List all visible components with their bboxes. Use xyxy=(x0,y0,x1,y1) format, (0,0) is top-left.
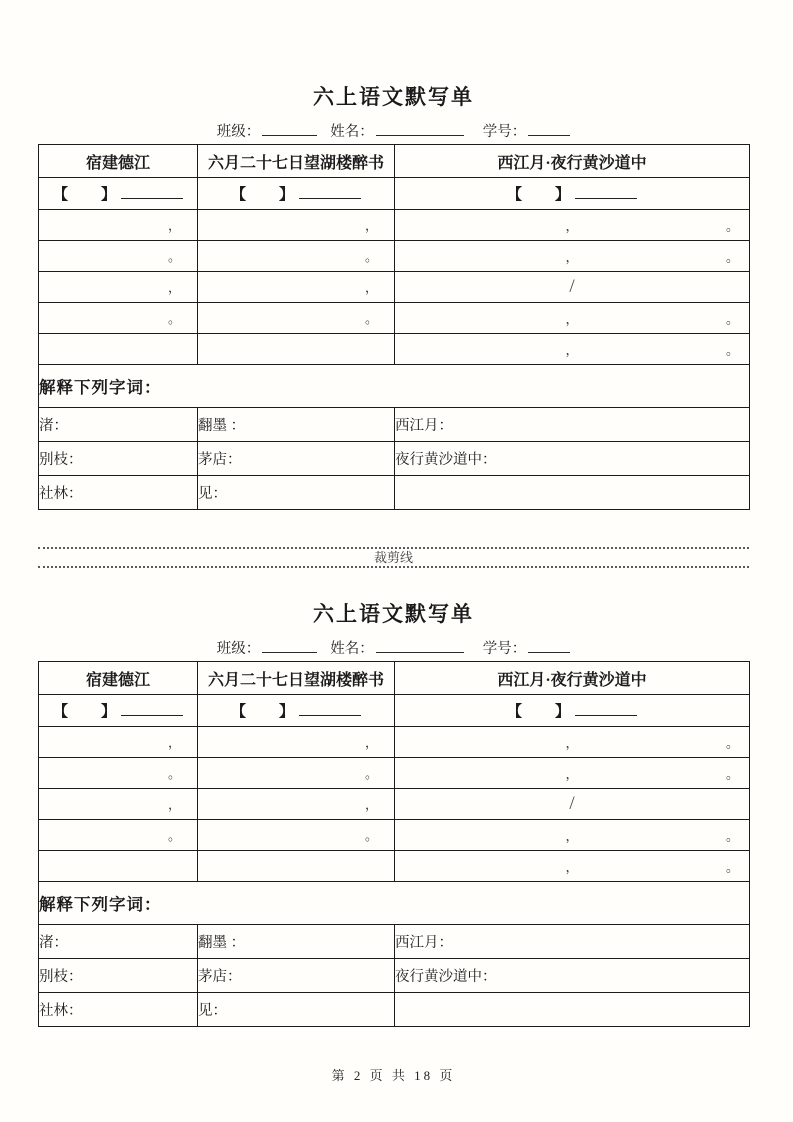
punctuation-mark: 。 xyxy=(725,859,739,875)
worksheet-section-2 xyxy=(38,601,749,1027)
name-label: 姓名： xyxy=(330,124,374,140)
author-row xyxy=(39,695,750,727)
dictation-row xyxy=(39,272,750,303)
author-cell xyxy=(395,695,750,727)
dictation-row xyxy=(39,727,750,758)
name-label: 姓名： xyxy=(330,641,374,657)
dictation-blank-cell xyxy=(198,272,395,303)
explain-cell: 社林： xyxy=(39,476,198,510)
page-number: 第 2 页 共 18 页 xyxy=(331,1068,456,1083)
explain-title-row xyxy=(39,365,750,408)
name-blank xyxy=(376,121,464,136)
explain-cell: 别枝： xyxy=(39,442,198,476)
student-id-blank xyxy=(528,638,570,653)
dictation-blank-cell xyxy=(198,210,395,241)
dictation-blank-cell xyxy=(39,851,198,882)
punctuation-mark: 。 xyxy=(167,249,181,264)
poem-title-xi-jiang-yue: 西江月·夜行黄沙道中 xyxy=(395,662,750,695)
explain-cell: 见： xyxy=(198,993,395,1027)
explain-row xyxy=(39,925,750,959)
explain-cell: 茅店： xyxy=(198,442,395,476)
dictation-blank-cell xyxy=(198,334,395,365)
dictation-blank-cell xyxy=(198,851,395,882)
author-blank xyxy=(575,185,637,199)
punctuation-mark: 。 xyxy=(725,249,739,265)
punctuation-mark: ， xyxy=(167,218,181,233)
punctuation-mark: ， xyxy=(565,342,579,358)
punctuation-mark: ， xyxy=(364,218,378,233)
author-cell xyxy=(198,695,395,727)
explain-title: 解释下列字词： xyxy=(39,365,750,408)
punctuation-mark: ， xyxy=(565,859,579,875)
dictation-row xyxy=(39,334,750,365)
dictation-blank-cell xyxy=(395,303,750,334)
author-cell xyxy=(395,178,750,210)
worksheet-title: 六上语文默写单 xyxy=(313,602,474,626)
punctuation-mark: ， xyxy=(565,828,579,844)
worksheet-section-1 xyxy=(38,84,749,510)
explain-cell: 见： xyxy=(198,476,395,510)
cut-line-label: 裁剪线 xyxy=(373,550,413,565)
author-cell xyxy=(39,178,198,210)
dictation-blank-cell xyxy=(395,758,750,789)
punctuation-mark: ， xyxy=(364,735,378,750)
punctuation-mark: 。 xyxy=(725,342,739,358)
dictation-blank-cell xyxy=(198,241,395,272)
punctuation-mark: ， xyxy=(565,311,579,327)
explain-row xyxy=(39,442,750,476)
dictation-row xyxy=(39,210,750,241)
dictation-row xyxy=(39,758,750,789)
dictation-table xyxy=(38,661,750,1027)
explain-cell xyxy=(395,476,750,510)
dictation-blank-cell xyxy=(198,303,395,334)
punctuation-mark: 。 xyxy=(167,766,181,781)
dictation-blank-cell xyxy=(39,272,198,303)
student-id-blank xyxy=(528,121,570,136)
explain-row xyxy=(39,959,750,993)
author-brackets: 【 】 xyxy=(506,187,579,203)
dictation-blank-cell xyxy=(395,241,750,272)
poem-title-wang-hu-lou-zui-shu: 六月二十七日望湖楼醉书 xyxy=(198,662,395,695)
author-cell xyxy=(198,178,395,210)
cut-dotted-line-bottom xyxy=(38,566,749,568)
student-info-line xyxy=(38,120,749,141)
explain-cell: 茅店： xyxy=(198,959,395,993)
punctuation-mark: ， xyxy=(364,797,378,812)
worksheet-title: 六上语文默写单 xyxy=(313,85,474,109)
author-brackets: 【 】 xyxy=(230,187,303,203)
author-brackets: 【 】 xyxy=(52,704,125,720)
class-label: 班级： xyxy=(216,124,261,140)
author-brackets: 【 】 xyxy=(506,704,579,720)
explain-cell: 翻墨 ： xyxy=(198,925,395,959)
punctuation-mark: 。 xyxy=(364,766,378,781)
punctuation-mark: 。 xyxy=(167,311,181,326)
author-row xyxy=(39,178,750,210)
author-brackets: 【 】 xyxy=(52,187,125,203)
dictation-blank-cell xyxy=(39,210,198,241)
explain-row xyxy=(39,408,750,442)
dictation-blank-cell xyxy=(395,820,750,851)
dictation-row xyxy=(39,789,750,820)
author-cell xyxy=(39,695,198,727)
dictation-blank-cell xyxy=(39,241,198,272)
cut-line-block xyxy=(38,547,749,568)
punctuation-mark: 。 xyxy=(364,249,378,264)
punctuation-mark: ， xyxy=(565,735,579,751)
dictation-blank-cell xyxy=(395,272,750,303)
explain-row xyxy=(39,476,750,510)
class-blank xyxy=(262,638,317,653)
punctuation-mark: 。 xyxy=(364,311,378,326)
punctuation-mark: 。 xyxy=(725,218,739,234)
dictation-blank-cell xyxy=(395,727,750,758)
poem-header-row xyxy=(39,662,750,695)
dictation-row xyxy=(39,851,750,882)
stanza-divider-slash: / xyxy=(569,793,575,814)
dictation-blank-cell xyxy=(198,820,395,851)
dictation-blank-cell xyxy=(395,789,750,820)
punctuation-mark: 。 xyxy=(364,828,378,843)
punctuation-mark: ， xyxy=(167,280,181,295)
dictation-blank-cell xyxy=(39,820,198,851)
dictation-blank-cell xyxy=(198,727,395,758)
poem-title-su-jian-de-jiang: 宿建德江 xyxy=(39,145,198,178)
dictation-blank-cell xyxy=(395,210,750,241)
explain-cell: 翻墨 ： xyxy=(198,408,395,442)
punctuation-mark: 。 xyxy=(725,766,739,782)
dictation-row xyxy=(39,820,750,851)
class-label: 班级： xyxy=(216,641,261,657)
punctuation-mark: 。 xyxy=(167,828,181,843)
dictation-row xyxy=(39,303,750,334)
punctuation-mark: ， xyxy=(565,249,579,265)
punctuation-mark: ， xyxy=(364,280,378,295)
explain-cell: 西江月： xyxy=(395,925,750,959)
student-id-label: 学号： xyxy=(482,641,527,657)
student-id-label: 学号： xyxy=(482,124,527,140)
dictation-blank-cell xyxy=(39,758,198,789)
dictation-blank-cell xyxy=(198,758,395,789)
explain-cell: 渚： xyxy=(39,408,198,442)
dictation-blank-cell xyxy=(39,789,198,820)
poem-title-xi-jiang-yue: 西江月·夜行黄沙道中 xyxy=(395,145,750,178)
dictation-blank-cell xyxy=(395,334,750,365)
explain-title-row xyxy=(39,882,750,925)
explain-title: 解释下列字词： xyxy=(39,882,750,925)
punctuation-mark: 。 xyxy=(725,828,739,844)
punctuation-mark: ， xyxy=(167,735,181,750)
author-blank xyxy=(121,702,183,716)
author-blank xyxy=(299,702,361,716)
poem-header-row xyxy=(39,145,750,178)
dictation-blank-cell xyxy=(198,789,395,820)
stanza-divider-slash: / xyxy=(569,276,575,297)
author-blank xyxy=(121,185,183,199)
explain-row xyxy=(39,993,750,1027)
explain-cell: 别枝： xyxy=(39,959,198,993)
dictation-blank-cell xyxy=(395,851,750,882)
explain-cell: 夜行黄沙道中： xyxy=(395,959,750,993)
poem-title-wang-hu-lou-zui-shu: 六月二十七日望湖楼醉书 xyxy=(198,145,395,178)
author-blank xyxy=(299,185,361,199)
class-blank xyxy=(262,121,317,136)
explain-cell: 西江月： xyxy=(395,408,750,442)
explain-cell: 社林： xyxy=(39,993,198,1027)
author-brackets: 【 】 xyxy=(230,704,303,720)
author-blank xyxy=(575,702,637,716)
dictation-blank-cell xyxy=(39,303,198,334)
punctuation-mark: ， xyxy=(565,218,579,234)
dictation-blank-cell xyxy=(39,727,198,758)
punctuation-mark: 。 xyxy=(725,311,739,327)
explain-cell xyxy=(395,993,750,1027)
dictation-row xyxy=(39,241,750,272)
punctuation-mark: ， xyxy=(565,766,579,782)
student-info-line xyxy=(38,637,749,658)
punctuation-mark: ， xyxy=(167,797,181,812)
dictation-blank-cell xyxy=(39,334,198,365)
punctuation-mark: 。 xyxy=(725,735,739,751)
poem-title-su-jian-de-jiang: 宿建德江 xyxy=(39,662,198,695)
dictation-table xyxy=(38,144,750,510)
explain-cell: 夜行黄沙道中： xyxy=(395,442,750,476)
explain-cell: 渚： xyxy=(39,925,198,959)
name-blank xyxy=(376,638,464,653)
